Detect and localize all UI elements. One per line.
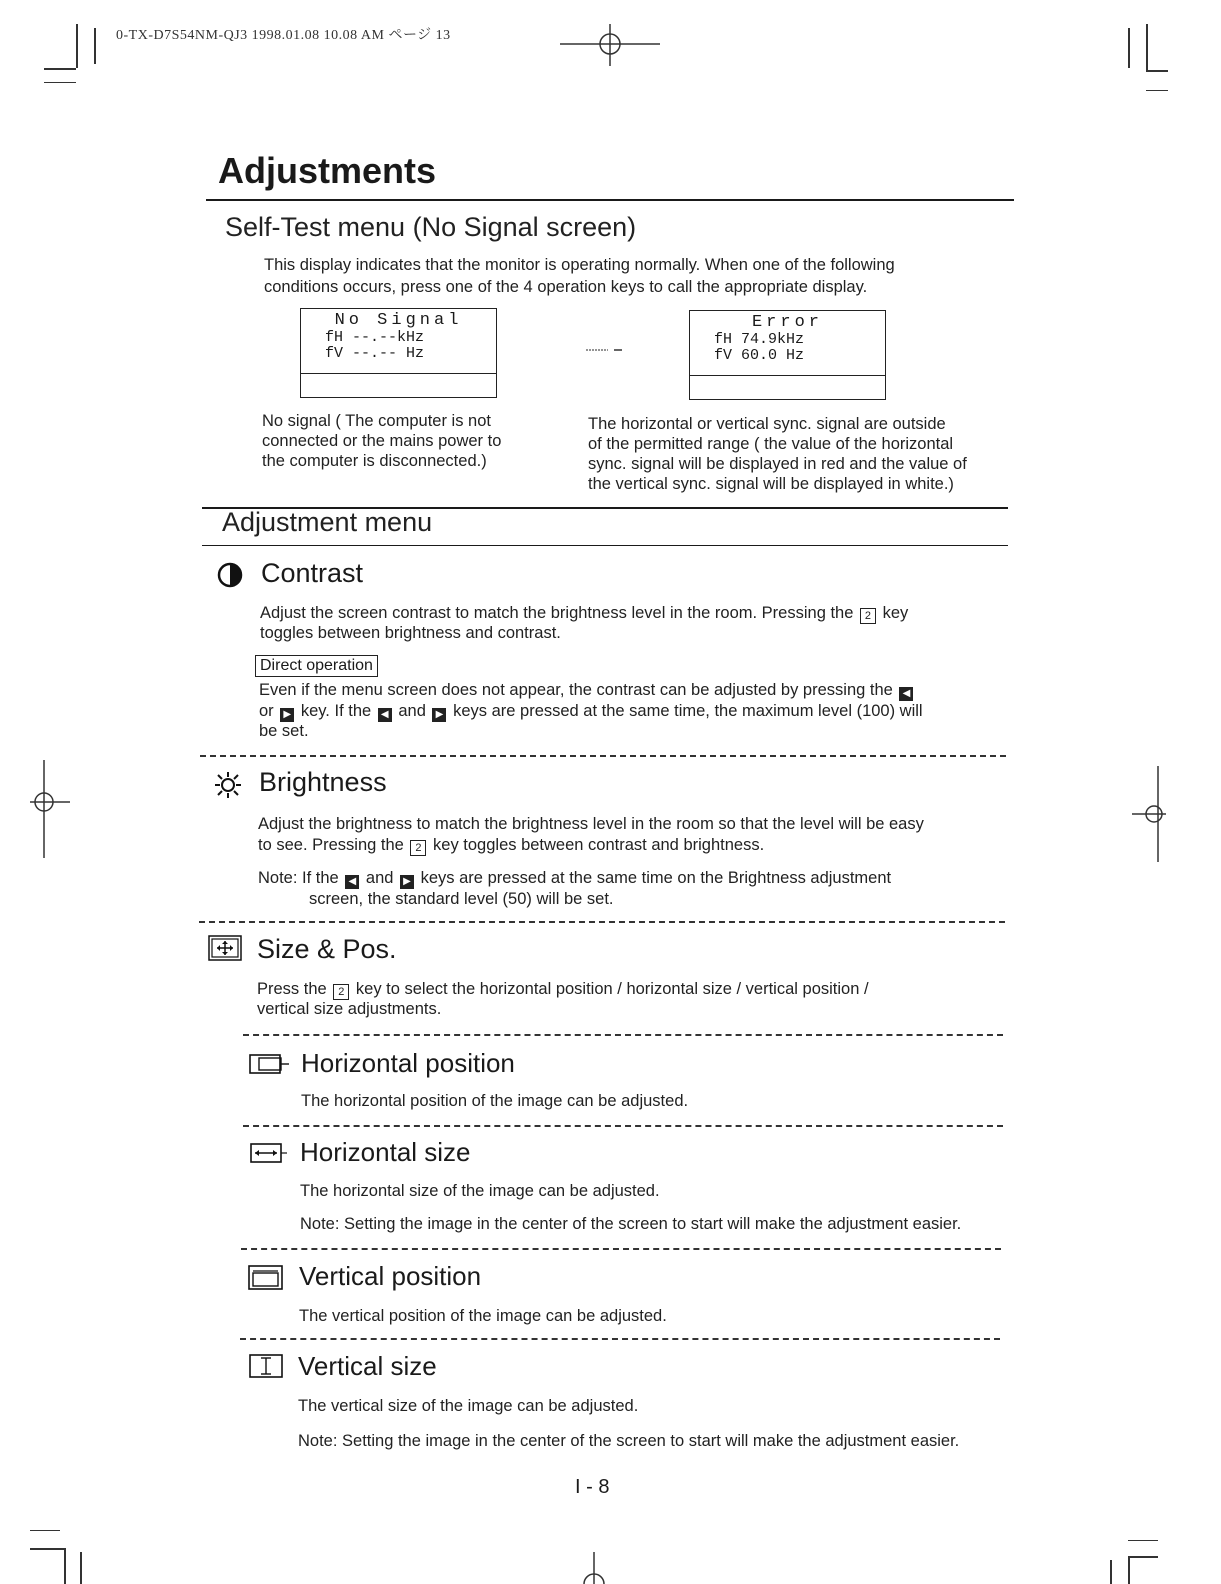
print-slug: 0-TX-D7S54NM-QJ3 1998.01.08 10.08 AM ページ 13 <box>116 28 451 43</box>
error-fh: fH 74.9kHz <box>714 331 805 348</box>
no-signal-fv: fV --.-- Hz <box>325 345 425 362</box>
contrast-heading: Contrast <box>261 558 364 588</box>
crop-mark <box>1146 90 1168 91</box>
sub-divider <box>243 1034 1003 1036</box>
sub-divider <box>243 1125 1003 1127</box>
direct-operation-line-3: be set. <box>259 722 309 740</box>
crop-mark <box>76 24 78 68</box>
right-arrow-key-icon: ▶ <box>432 708 446 722</box>
crop-mark <box>94 28 96 64</box>
direct-op-text: or <box>259 702 274 720</box>
registration-mark-icon <box>1132 766 1172 866</box>
brightness-desc-text: key toggles between contrast and brightness. <box>433 836 765 854</box>
self-test-intro-line-2: conditions occurs, press one of the 4 operation keys to call the appropriate display. <box>264 278 868 296</box>
crop-mark <box>64 1548 66 1584</box>
left-arrow-key-icon: ◀ <box>899 687 913 701</box>
no-signal-desc-line: No signal ( The computer is not <box>262 412 491 430</box>
direct-operation-line-1 <box>259 680 915 701</box>
crop-mark <box>80 1552 82 1584</box>
adjustment-menu-heading: Adjustment menu <box>222 507 433 537</box>
v-size-icon <box>248 1353 284 1379</box>
crop-mark <box>1146 70 1168 72</box>
sub-divider <box>240 1338 1000 1340</box>
left-arrow-key-icon: ◀ <box>345 875 359 889</box>
contrast-icon <box>217 562 243 588</box>
right-arrow-key-icon: ▶ <box>280 708 294 722</box>
h-position-icon <box>249 1053 291 1075</box>
adjustment-menu-bottom-rule <box>202 545 1008 546</box>
v-size-desc: The vertical size of the image can be adjusted. <box>298 1397 639 1415</box>
key-2-icon: 2 <box>860 608 876 624</box>
brightness-note-line-2: screen, the standard level (50) will be set. <box>309 890 614 908</box>
h-size-note: Note: Setting the image in the center of the screen to start will make the adjustment easier. <box>300 1215 962 1233</box>
error-fv: fV 60.0 Hz <box>714 347 805 364</box>
contrast-desc-line-2: toggles between brightness and contrast. <box>260 624 561 642</box>
brightness-note-text: Note: If the <box>258 869 339 887</box>
left-arrow-key-icon: ◀ <box>378 708 392 722</box>
key-2-icon: 2 <box>333 984 349 1000</box>
section-divider <box>200 755 1006 757</box>
brightness-icon <box>214 771 242 799</box>
brightness-desc-line-2 <box>258 835 764 856</box>
size-pos-desc-line-1 <box>257 979 869 1000</box>
crop-mark <box>44 68 76 70</box>
no-signal-fh: fH --.--kHz <box>325 329 425 346</box>
crop-mark <box>44 82 76 83</box>
self-test-intro-line-1: This display indicates that the monitor is operating normally. When one of the following <box>264 256 895 274</box>
brightness-desc-text: to see. Pressing the <box>258 836 404 854</box>
no-signal-description <box>262 411 562 471</box>
h-position-desc: The horizontal position of the image can be adjusted. <box>301 1092 689 1110</box>
size-pos-icon <box>208 935 242 961</box>
crop-mark <box>1128 28 1130 68</box>
h-position-heading: Horizontal position <box>301 1048 515 1078</box>
key-2-icon: 2 <box>410 840 426 856</box>
contrast-desc-text: Adjust the screen contrast to match the brightness level in the room. Pressing the <box>260 604 854 622</box>
error-description <box>588 414 1008 494</box>
contrast-desc-text: key <box>882 604 909 622</box>
display-divider <box>301 373 496 374</box>
display-divider <box>690 375 885 376</box>
error-desc-line: the vertical sync. signal will be displayed in white.) <box>588 475 954 493</box>
direct-op-text: and <box>398 702 426 720</box>
contrast-desc-line-1 <box>260 603 908 624</box>
crop-mark <box>1110 1560 1112 1584</box>
size-pos-desc-text: Press the <box>257 980 327 998</box>
h-size-desc: The horizontal size of the image can be adjusted. <box>300 1182 660 1200</box>
error-desc-line: sync. signal will be displayed in red and the value of <box>588 455 967 473</box>
size-pos-desc-text: key to select the horizontal position / horizontal size / vertical position / <box>355 980 869 998</box>
brightness-note-text: and <box>365 869 394 887</box>
v-size-note: Note: Setting the image in the center of the screen to start will make the adjustment easier. <box>298 1432 960 1450</box>
no-signal-desc-line: the computer is disconnected.) <box>262 452 487 470</box>
crop-mark <box>1128 1540 1158 1541</box>
crop-mark <box>1128 1556 1130 1584</box>
brightness-desc-line-1: Adjust the brightness to match the brightness level in the room so that the level will be easy <box>258 815 924 833</box>
right-arrow-key-icon: ▶ <box>400 875 414 889</box>
brightness-note-text: keys are pressed at the same time on the Brightness adjustment <box>420 869 892 887</box>
direct-op-text: Even if the menu screen does not appear, the contrast can be adjusted by pressing the <box>259 681 893 699</box>
h-size-icon <box>249 1142 289 1164</box>
crop-mark <box>1146 24 1148 70</box>
brightness-heading: Brightness <box>259 767 387 797</box>
section-divider <box>199 921 1005 923</box>
transition-arrow-icon <box>586 344 626 354</box>
size-pos-desc-line-2: vertical size adjustments. <box>257 1000 442 1018</box>
v-position-icon <box>247 1263 285 1291</box>
error-display-title: Error <box>751 313 823 332</box>
crop-mark <box>1128 1556 1158 1558</box>
error-desc-line: of the permitted range ( the value of the horizontal <box>588 435 954 453</box>
no-signal-display-title: No Signal <box>334 311 463 330</box>
sub-divider <box>241 1248 1001 1250</box>
direct-operation-label: Direct operation <box>255 655 378 677</box>
registration-mark-icon <box>576 1552 612 1584</box>
registration-mark-icon <box>560 22 660 66</box>
v-position-heading: Vertical position <box>299 1261 482 1291</box>
registration-mark-icon <box>30 760 74 860</box>
crop-mark <box>30 1530 60 1531</box>
direct-op-text: key. If the <box>300 702 372 720</box>
v-size-heading: Vertical size <box>298 1351 437 1381</box>
error-display <box>689 310 886 400</box>
size-pos-heading: Size & Pos. <box>257 934 397 964</box>
self-test-heading: Self-Test menu (No Signal screen) <box>225 212 637 242</box>
no-signal-display <box>300 308 497 398</box>
page-number: I - 8 <box>575 1476 610 1498</box>
direct-operation-line-2 <box>259 701 923 722</box>
h-size-heading: Horizontal size <box>300 1137 471 1167</box>
error-desc-line: The horizontal or vertical sync. signal are outside <box>588 415 946 433</box>
no-signal-desc-line: connected or the mains power to <box>262 432 502 450</box>
title-rule <box>206 199 1014 201</box>
v-position-desc: The vertical position of the image can be adjusted. <box>299 1307 667 1325</box>
page-title: Adjustments <box>218 150 437 191</box>
brightness-note-line-1 <box>258 868 891 889</box>
crop-mark <box>30 1548 64 1550</box>
direct-op-text: keys are pressed at the same time, the maximum level (100) will <box>453 702 923 720</box>
